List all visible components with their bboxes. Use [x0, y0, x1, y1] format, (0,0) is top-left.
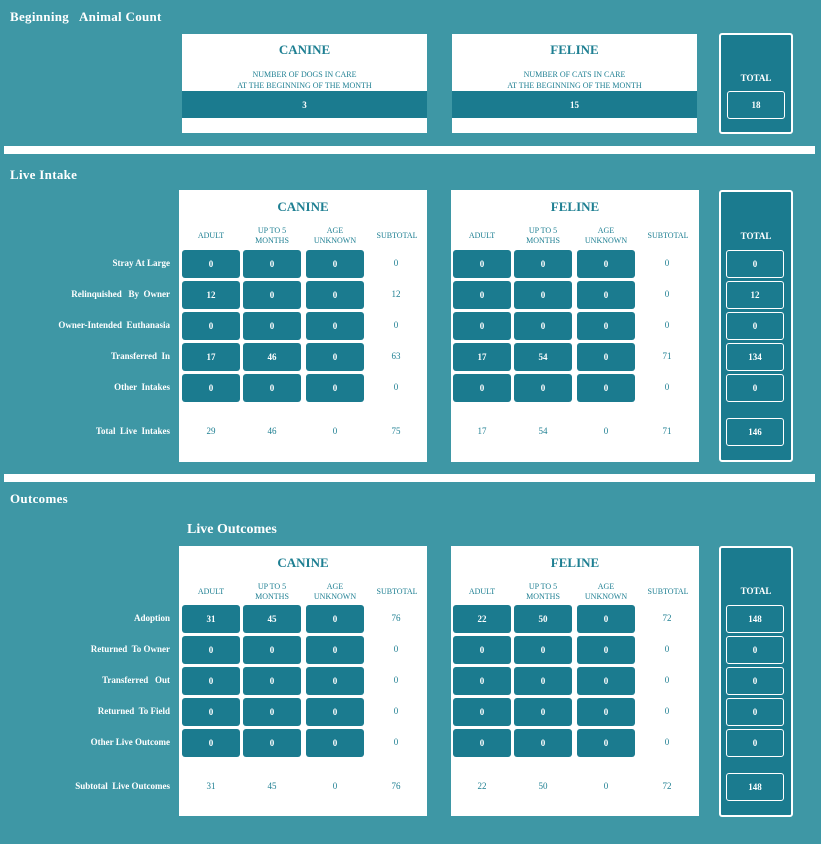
outcome-canine-count-field[interactable]: 0	[182, 667, 240, 695]
section-divider	[4, 146, 815, 154]
intake-feline-count-field[interactable]: 0	[453, 250, 511, 278]
intake-canine-count-field[interactable]: 0	[243, 312, 301, 340]
outcome-feline-count-field[interactable]: 0	[453, 729, 511, 757]
beginning-canine-count-field[interactable]: 3	[182, 91, 427, 118]
intake-feline-count-field[interactable]: 0	[514, 281, 572, 309]
section-divider	[4, 474, 815, 482]
intake-canine-count-field[interactable]: 0	[306, 281, 364, 309]
intake-feline-subtotal: 0	[664, 320, 670, 330]
beginning-total-field[interactable]: 18	[727, 91, 785, 119]
outcome-canine-subtotal: 0	[393, 737, 399, 747]
intake-row-label: Other Intakes	[114, 382, 170, 392]
intake-canine-column-header: AGE UNKNOWN	[313, 226, 357, 245]
outcome-canine-count-field[interactable]: 0	[243, 698, 301, 726]
intake-feline-summary-value: 71	[662, 426, 672, 436]
outcome-canine-column-header: ADULT	[197, 587, 225, 596]
beginning-feline-count-field[interactable]: 15	[452, 91, 697, 118]
intake-row-total[interactable]: 134	[726, 343, 784, 371]
outcome-row-label: Adoption	[133, 613, 170, 623]
outcome-total-label: TOTAL	[740, 586, 772, 596]
intake-canine-subtotal: 0	[393, 320, 399, 330]
intake-feline-count-field[interactable]: 0	[453, 281, 511, 309]
outcome-canine-summary-value: 0	[332, 781, 338, 791]
intake-feline-column-header: SUBTOTAL	[647, 231, 689, 240]
intake-total-label: TOTAL	[740, 231, 772, 241]
outcome-canine-subtotal: 76	[391, 613, 401, 623]
outcome-canine-column-header: SUBTOTAL	[376, 587, 418, 596]
intake-summary-total[interactable]: 146	[726, 418, 784, 446]
intake-canine-subtotal: 12	[391, 289, 401, 299]
outcome-canine-count-field[interactable]: 45	[243, 605, 301, 633]
intake-row-label: Owner-Intended Euthanasia	[58, 320, 170, 330]
intake-feline-count-field[interactable]: 0	[577, 374, 635, 402]
intake-feline-subtotal: 0	[664, 382, 670, 392]
outcome-canine-count-field[interactable]: 0	[182, 636, 240, 664]
intake-canine-subtotal: 0	[393, 258, 399, 268]
intake-canine-column-header: SUBTOTAL	[376, 231, 418, 240]
outcome-feline-summary-value: 22	[477, 781, 487, 791]
intake-feline-count-field[interactable]: 54	[514, 343, 572, 371]
outcome-canine-count-field[interactable]: 31	[182, 605, 240, 633]
outcome-feline-count-field[interactable]: 0	[514, 729, 572, 757]
intake-canine-summary-value: 75	[391, 426, 401, 436]
intake-canine-count-field[interactable]: 0	[182, 374, 240, 402]
outcomes-section-title: Outcomes	[10, 491, 68, 506]
outcome-canine-count-field[interactable]: 0	[306, 667, 364, 695]
outcome-row-label: Transferred Out	[102, 675, 170, 685]
intake-feline-column-header: UP TO 5 MONTHS	[526, 226, 560, 245]
intake-canine-count-field[interactable]: 0	[182, 312, 240, 340]
outcome-canine-summary-value: 76	[391, 781, 401, 791]
outcome-row-total[interactable]: 0	[726, 667, 784, 695]
outcome-feline-summary-value: 50	[538, 781, 548, 791]
outcome-feline-subtotal: 0	[664, 675, 670, 685]
outcome-feline-count-field[interactable]: 0	[514, 667, 572, 695]
intake-feline-count-field[interactable]: 0	[514, 312, 572, 340]
outcome-feline-count-field[interactable]: 0	[577, 698, 635, 726]
outcome-row-total[interactable]: 0	[726, 729, 784, 757]
intake-canine-count-field[interactable]: 0	[243, 250, 301, 278]
outcome-row-label: Returned To Field	[97, 706, 170, 716]
outcome-canine-subtotal: 0	[393, 644, 399, 654]
intake-canine-title: CANINE	[277, 199, 329, 214]
outcome-feline-count-field[interactable]: 0	[514, 698, 572, 726]
intake-canine-subtotal: 0	[393, 382, 399, 392]
outcome-canine-column-header: UP TO 5 MONTHS	[255, 582, 289, 601]
intake-canine-summary-value: 46	[267, 426, 277, 436]
live-outcomes-title: Live Outcomes	[187, 522, 277, 537]
outcome-feline-column-header: SUBTOTAL	[647, 587, 689, 596]
outcome-row-total[interactable]: 148	[726, 605, 784, 633]
intake-feline-count-field[interactable]: 0	[453, 374, 511, 402]
outcome-feline-count-field[interactable]: 22	[453, 605, 511, 633]
beginning-feline-description: NUMBER OF CATS IN CARE AT THE BEGINNING OF THE MONTH	[507, 70, 642, 90]
outcome-canine-count-field[interactable]: 0	[182, 729, 240, 757]
intake-feline-count-field[interactable]: 0	[453, 312, 511, 340]
outcome-summary-label: Subtotal Live Outcomes	[75, 781, 170, 791]
beginning-total-label: TOTAL	[740, 73, 772, 83]
outcome-feline-title: FELINE	[550, 555, 600, 570]
beginning-canine-description: NUMBER OF DOGS IN CARE AT THE BEGINNING OF THE MONTH	[237, 70, 372, 90]
outcome-row-label: Returned To Owner	[90, 644, 170, 654]
intake-feline-count-field[interactable]: 0	[577, 343, 635, 371]
outcome-canine-column-header: AGE UNKNOWN	[313, 582, 357, 601]
intake-feline-column-header: ADULT	[468, 231, 496, 240]
outcome-canine-summary-value: 45	[267, 781, 277, 791]
intake-canine-count-field[interactable]: 12	[182, 281, 240, 309]
outcome-canine-count-field[interactable]: 0	[243, 729, 301, 757]
intake-feline-count-field[interactable]: 0	[577, 281, 635, 309]
beginning-canine-title: CANINE	[278, 42, 331, 57]
intake-row-label: Stray At Large	[112, 258, 170, 268]
outcome-row-total[interactable]: 0	[726, 636, 784, 664]
beginning-section-title: Beginning Animal Count	[10, 9, 162, 24]
outcome-feline-column-header: UP TO 5 MONTHS	[526, 582, 560, 601]
intake-feline-subtotal: 0	[664, 258, 670, 268]
intake-feline-count-field[interactable]: 0	[514, 250, 572, 278]
intake-canine-count-field[interactable]: 0	[243, 281, 301, 309]
intake-canine-count-field[interactable]: 17	[182, 343, 240, 371]
intake-canine-column-header: UP TO 5 MONTHS	[255, 226, 289, 245]
intake-row-total[interactable]: 12	[726, 281, 784, 309]
live-intake-section-title: Live Intake	[10, 167, 78, 182]
outcome-feline-count-field[interactable]: 0	[577, 667, 635, 695]
intake-canine-count-field[interactable]: 0	[306, 312, 364, 340]
intake-canine-summary-value: 0	[332, 426, 338, 436]
intake-feline-title: FELINE	[550, 199, 600, 214]
outcome-feline-summary-value: 72	[662, 781, 672, 791]
outcome-feline-count-field[interactable]: 0	[577, 605, 635, 633]
outcome-feline-count-field[interactable]: 0	[514, 636, 572, 664]
outcome-feline-summary-value: 0	[603, 781, 609, 791]
intake-row-label: Relinquished By Owner	[71, 289, 170, 299]
intake-canine-count-field[interactable]: 0	[306, 374, 364, 402]
intake-feline-subtotal: 71	[662, 351, 672, 361]
outcome-feline-count-field[interactable]: 0	[453, 698, 511, 726]
beginning-total-panel	[719, 33, 793, 134]
intake-feline-column-header: AGE UNKNOWN	[584, 226, 628, 245]
intake-feline-count-field[interactable]: 0	[514, 374, 572, 402]
outcome-canine-count-field[interactable]: 0	[306, 636, 364, 664]
beginning-feline-panel	[452, 34, 697, 133]
outcome-canine-subtotal: 0	[393, 706, 399, 716]
outcome-row-total[interactable]: 0	[726, 698, 784, 726]
outcome-canine-subtotal: 0	[393, 675, 399, 685]
intake-row-total[interactable]: 0	[726, 312, 784, 340]
intake-feline-count-field[interactable]: 17	[453, 343, 511, 371]
outcome-feline-subtotal: 0	[664, 644, 670, 654]
intake-feline-count-field[interactable]: 0	[577, 250, 635, 278]
intake-canine-count-field[interactable]: 0	[306, 343, 364, 371]
intake-summary-label: Total Live Intakes	[95, 426, 170, 436]
outcome-feline-subtotal: 0	[664, 706, 670, 716]
outcome-feline-subtotal: 0	[664, 737, 670, 747]
intake-canine-summary-value: 29	[206, 426, 216, 436]
outcome-feline-count-field[interactable]: 0	[453, 667, 511, 695]
outcome-summary-total[interactable]: 148	[726, 773, 784, 801]
intake-feline-count-field[interactable]: 0	[577, 312, 635, 340]
outcome-feline-count-field[interactable]: 50	[514, 605, 572, 633]
beginning-feline-title: FELINE	[550, 42, 599, 57]
outcome-feline-count-field[interactable]: 0	[577, 636, 635, 664]
outcome-row-label: Other Live Outcome	[90, 737, 170, 747]
intake-row-label: Transferred In	[110, 351, 170, 361]
intake-canine-subtotal: 63	[391, 351, 401, 361]
outcome-canine-summary-value: 31	[206, 781, 216, 791]
intake-feline-summary-value: 0	[603, 426, 609, 436]
outcome-feline-subtotal: 72	[662, 613, 672, 623]
intake-canine-count-field[interactable]: 0	[182, 250, 240, 278]
outcome-feline-column-header: AGE UNKNOWN	[584, 582, 628, 601]
outcome-feline-count-field[interactable]: 0	[453, 636, 511, 664]
intake-canine-count-field[interactable]: 46	[243, 343, 301, 371]
intake-canine-column-header: ADULT	[197, 231, 225, 240]
intake-canine-count-field[interactable]: 0	[243, 374, 301, 402]
beginning-canine-panel	[182, 34, 427, 133]
intake-canine-count-field[interactable]: 0	[306, 250, 364, 278]
outcome-canine-count-field[interactable]: 0	[243, 667, 301, 695]
intake-feline-subtotal: 0	[664, 289, 670, 299]
outcome-canine-count-field[interactable]: 0	[182, 698, 240, 726]
outcome-canine-count-field[interactable]: 0	[306, 729, 364, 757]
outcome-canine-count-field[interactable]: 0	[306, 698, 364, 726]
outcome-feline-count-field[interactable]: 0	[577, 729, 635, 757]
outcome-canine-title: CANINE	[277, 555, 329, 570]
outcome-canine-count-field[interactable]: 0	[306, 605, 364, 633]
outcome-feline-column-header: ADULT	[468, 587, 496, 596]
intake-feline-summary-value: 54	[538, 426, 548, 436]
intake-feline-summary-value: 17	[477, 426, 487, 436]
outcome-canine-count-field[interactable]: 0	[243, 636, 301, 664]
intake-row-total[interactable]: 0	[726, 250, 784, 278]
intake-row-total[interactable]: 0	[726, 374, 784, 402]
